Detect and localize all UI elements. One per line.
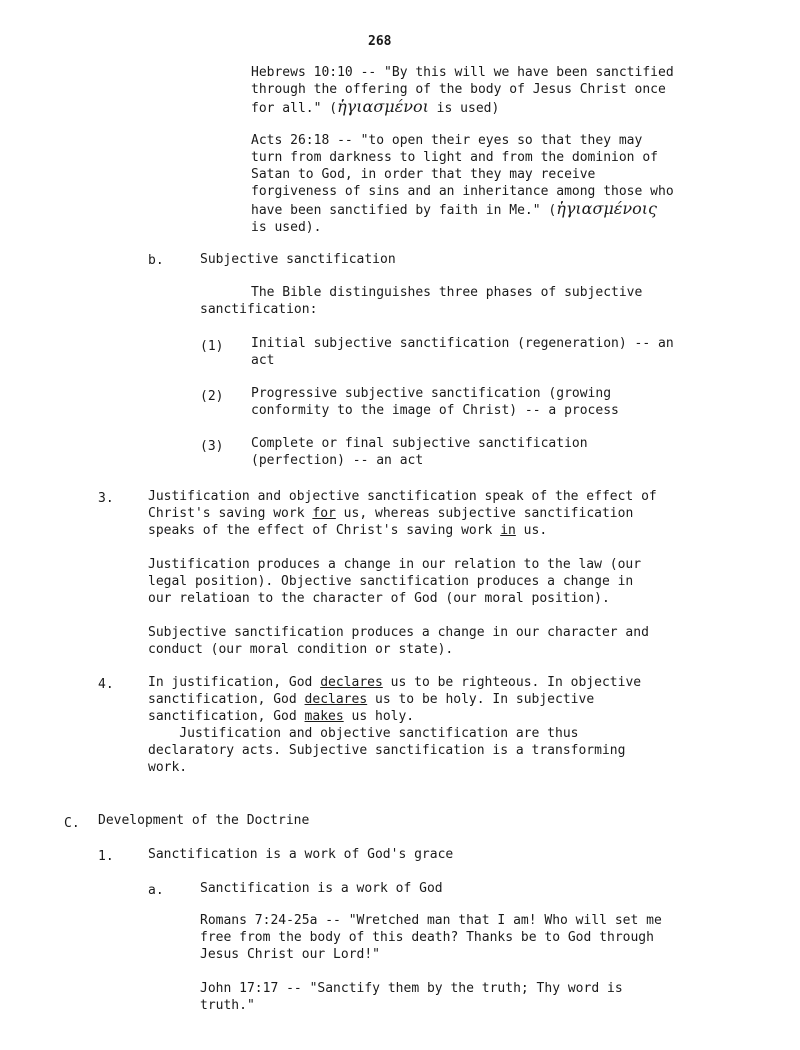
paragraph: Subjective sanctification produces a change in our character and conduct (our moral condition or state). <box>148 625 649 657</box>
phase-number: (1) <box>200 339 224 354</box>
quote-hebrews: Hebrews 10:10 -- "By this will we have been sanctified through the offering of the body of Jesus Christ once for all." (ἡγιασμένοι is used) <box>251 65 674 116</box>
item-b-label: b. <box>148 253 164 268</box>
c1-label: 1. <box>98 849 114 864</box>
quote-acts: Acts 26:18 -- "to open their eyes so that they may turn from darkness to light and from the dominion of Satan to God, in order that they may receive forgiveness of sins and an inheritance among those who have been sanctified by faith in Me." (ἡγιασμένοις is used). <box>251 133 674 235</box>
phase-text: Progressive subjective sanctification (growing conformity to the image of Christ) -- a process <box>251 386 619 418</box>
phase-number: (2) <box>200 389 224 404</box>
point-3-label: 3. <box>98 491 114 506</box>
section-c-title: Development of the Doctrine <box>98 813 310 828</box>
point-4-label: 4. <box>98 677 114 692</box>
c1a-label: a. <box>148 883 164 898</box>
greek-word-hegiasmenoi: ἡγιασμένοι <box>337 97 429 116</box>
point-3-text: Justification and objective sanctification speak of the effect of Christ's saving work for us, whereas subjective sanctification speaks of the effect of Christ's saving work in us. <box>148 489 657 538</box>
greek-word-hegiasmenois: ἡγιασμένοις <box>556 199 657 218</box>
c1a-title: Sanctification is a work of God <box>200 881 443 896</box>
quote-john: John 17:17 -- "Sanctify them by the truth; Thy word is truth." <box>200 981 623 1013</box>
phase-number: (3) <box>200 439 224 454</box>
quote-romans: Romans 7:24-25a -- "Wretched man that I am! Who will set me free from the body of this death? Thanks be to God through Jesus Christ our Lord!" <box>200 913 662 962</box>
phase-text: Initial subjective sanctification (regeneration) -- an act <box>251 336 674 368</box>
paragraph: Justification produces a change in our relation to the law (our legal position). Objective sanctification produces a change in our relatioan to the character of God (our moral position). <box>148 557 642 606</box>
item-b-title: Subjective sanctification <box>200 252 396 267</box>
phases-intro: The Bible distinguishes three phases of subjective sanctification: <box>200 285 643 317</box>
c1-title: Sanctification is a work of God's grace <box>148 847 454 862</box>
point-4-text: In justification, God declares us to be righteous. In objective sanctification, God declares us to be holy. In subjective sanctification, God makes us holy. Justification and objective sanctification are thus declaratory acts. Subjective sanctification is a transforming work. <box>148 675 642 775</box>
section-c-label: C. <box>64 816 80 831</box>
phase-text: Complete or final subjective sanctification (perfection) -- an act <box>251 436 588 468</box>
page-number: 268 <box>368 34 392 49</box>
